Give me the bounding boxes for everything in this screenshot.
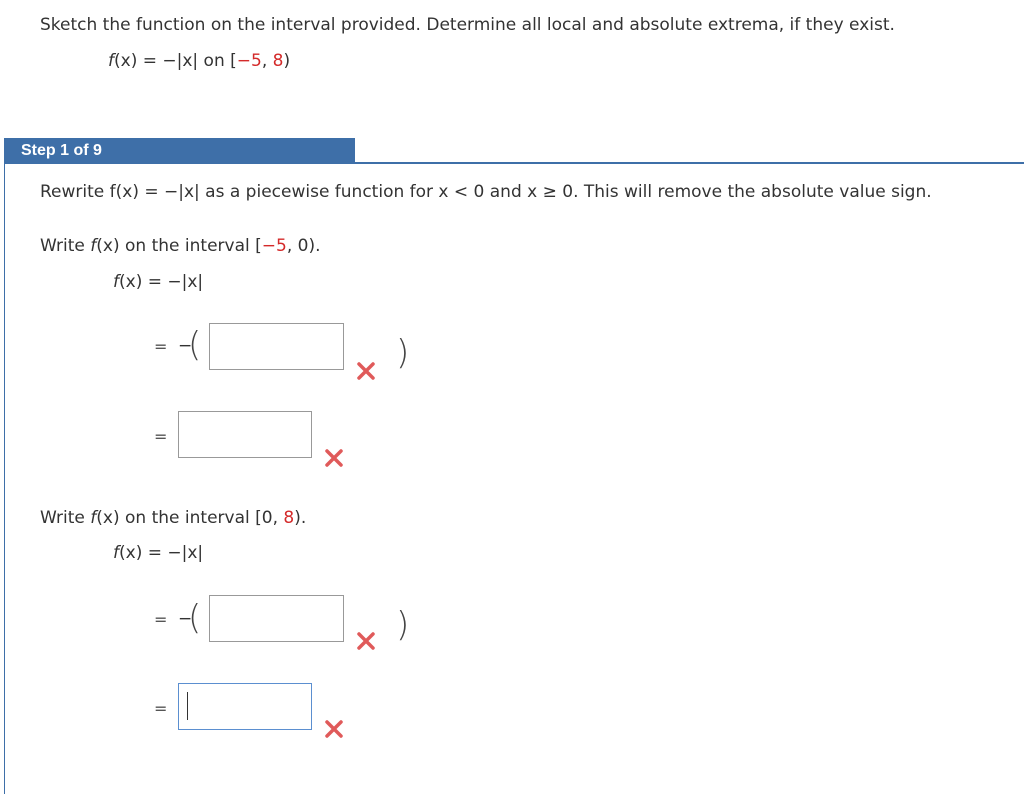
- step-label: Step 1 of 9: [21, 142, 102, 159]
- interval-end: 8: [272, 51, 284, 71]
- f-letter: f: [108, 51, 114, 71]
- close-paren: ): [396, 333, 410, 373]
- equals-sign: =: [154, 699, 168, 718]
- f-letter: f: [113, 543, 119, 563]
- x-mark-icon: [325, 720, 343, 738]
- close-paren: ): [283, 51, 291, 71]
- interval-start: −5: [236, 51, 262, 71]
- prompt-pre: Write: [40, 508, 91, 528]
- f-letter: f: [113, 272, 119, 292]
- interval-end: 8: [283, 508, 295, 528]
- equals-sign: =: [154, 610, 168, 629]
- equals-sign: =: [154, 337, 168, 356]
- part1-prompt: [40, 236, 321, 256]
- negative-sign: −: [178, 336, 193, 356]
- step-intro: Rewrite f(x) = −|x| as a piecewise function for x < 0 and x ≥ 0. This will remove the absolute value sign.: [40, 182, 932, 202]
- negative-sign: −: [178, 609, 193, 629]
- x-mark-icon: [325, 449, 343, 467]
- problem-instruction: Sketch the function on the interval provided. Determine all local and absolute extrema, if they exist.: [40, 15, 895, 35]
- func-prefix: (x) = −|x| on [: [114, 51, 237, 71]
- problem-function: [108, 51, 290, 71]
- comma: ,: [261, 51, 273, 71]
- x-mark-icon: [357, 362, 375, 380]
- part2-prompt: [40, 508, 306, 528]
- open-paren: (: [188, 325, 202, 365]
- func-line: (x) = −|x|: [119, 543, 204, 563]
- prompt-pre: Write: [40, 236, 91, 256]
- close-paren: ): [396, 605, 410, 645]
- f-letter: f: [90, 508, 97, 528]
- answer-input-2b[interactable]: [178, 683, 312, 730]
- prompt-post: , 0).: [286, 236, 321, 256]
- answer-input-1a[interactable]: [209, 323, 344, 370]
- text-caret: [187, 692, 188, 720]
- equals-sign: =: [154, 427, 168, 446]
- open-paren: (: [188, 598, 202, 638]
- answer-input-1b[interactable]: [178, 411, 312, 458]
- prompt-mid: (x) on the interval [: [96, 236, 262, 256]
- func-line: (x) = −|x|: [119, 272, 204, 292]
- interval-start: −5: [261, 236, 287, 256]
- x-mark-icon: [357, 632, 375, 650]
- prompt-mid: (x) on the interval [0,: [96, 508, 284, 528]
- part2-func-line: [113, 543, 203, 563]
- prompt-post: ).: [294, 508, 307, 528]
- f-letter: f: [90, 236, 97, 256]
- answer-input-2a[interactable]: [209, 595, 344, 642]
- part1-func-line: [113, 272, 203, 292]
